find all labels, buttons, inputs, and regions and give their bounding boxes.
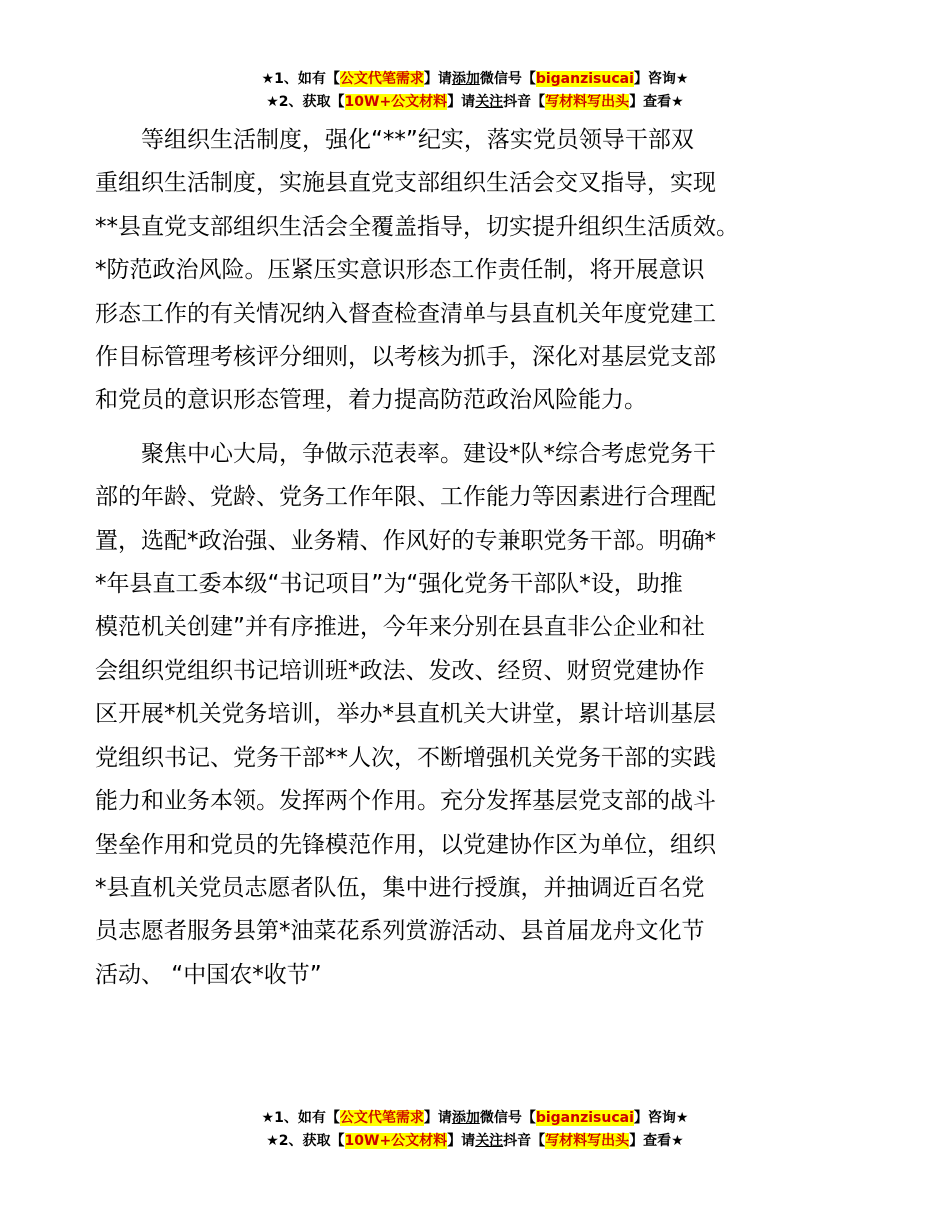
paragraph-2: [95, 433, 813, 997]
banner-highlight-wechat: biganzisucai: [535, 1110, 634, 1126]
banner-text: 微信号【: [479, 1110, 536, 1126]
banner-highlight: 公文代笔需求: [339, 71, 424, 87]
banner-text: 】查看★: [629, 94, 684, 110]
banner-text: 】咨询★: [633, 71, 689, 87]
text-line: 活动、 “中国农*收节”: [95, 961, 322, 988]
header-banner: [0, 68, 950, 114]
banner-line-1: [0, 1107, 950, 1130]
text-line: 堡垒作用和党员的先锋模范作用，以党建协作区为单位，组织: [95, 831, 716, 858]
document-body: [95, 119, 813, 997]
banner-text: 】请: [423, 71, 452, 87]
text-line: 员志愿者服务县第*油菜花系列赏游活动、县首届龙舟文化节: [95, 918, 705, 945]
text-line: *年县直工委本级“书记项目”为“强化党务干部队*设，助推: [95, 571, 683, 598]
text-line: 形态工作的有关情况纳入督查检查清单与县直机关年度党建工: [95, 300, 716, 327]
text-line: 模范机关创建”并有序推进，今年来分别在县直非公企业和社: [95, 614, 705, 641]
footer-banner: [0, 1107, 950, 1153]
text-line: **县直党支部组织生活会全覆盖指导，切实提升组织生活质效。: [95, 213, 739, 240]
banner-text: 】请: [447, 1133, 476, 1149]
banner-highlight-douyin: 写材料写出头: [545, 94, 630, 110]
banner-text: 】请: [423, 1110, 452, 1126]
banner-highlight-wechat: biganzisucai: [535, 71, 634, 87]
text-line: 重组织生活制度，实施县直党支部组织生活会交叉指导，实现: [95, 170, 716, 197]
text-line: 能力和业务本领。发挥两个作用。充分发挥基层党支部的战斗: [95, 788, 716, 815]
banner-text: 抖音【: [503, 94, 546, 110]
banner-highlight: 公文代笔需求: [339, 1110, 424, 1126]
banner-text: ★1、如有【: [261, 1110, 340, 1126]
text-line: 置，选配*政治强、业务精、作风好的专兼职党务干部。明确*: [95, 527, 716, 554]
paragraph-1: [95, 119, 813, 423]
text-line: 党组织书记、党务干部**人次，不断增强机关党务干部的实践: [95, 744, 716, 771]
text-line: 聚焦中心大局，争做示范表率。建设*队*综合考虑党务干: [141, 440, 716, 467]
text-line: 部的年龄、党龄、党务工作年限、工作能力等因素进行合理配: [95, 484, 716, 511]
banner-emphasis: 添加: [451, 71, 480, 87]
banner-highlight: 10W+公文材料: [344, 94, 448, 110]
banner-line-1: [0, 68, 950, 91]
banner-line-2: [0, 91, 950, 114]
banner-highlight: 10W+公文材料: [344, 1133, 448, 1149]
text-line: *防范政治风险。压紧压实意识形态工作责任制，将开展意识: [95, 257, 705, 284]
text-line: 会组织党组织书记培训班*政法、发改、经贸、财贸党建协作: [95, 657, 705, 684]
banner-text: ★2、获取【: [266, 1133, 345, 1149]
banner-text: 】查看★: [629, 1133, 684, 1149]
banner-text: 】请: [447, 94, 476, 110]
banner-text: 】咨询★: [633, 1110, 689, 1126]
banner-highlight-douyin: 写材料写出头: [545, 1133, 630, 1149]
text-line: 作目标管理考核评分细则，以考核为抓手，深化对基层党支部: [95, 344, 716, 371]
banner-line-2: [0, 1130, 950, 1153]
banner-emphasis: 关注: [475, 1133, 504, 1149]
banner-text: ★1、如有【: [261, 71, 340, 87]
text-line: *县直机关党员志愿者队伍，集中进行授旗，并抽调近百名党: [95, 874, 705, 901]
banner-text: 微信号【: [479, 71, 536, 87]
text-line: 和党员的意识形态管理，着力提高防范政治风险能力。: [95, 387, 647, 414]
banner-text: 抖音【: [503, 1133, 546, 1149]
banner-emphasis: 添加: [451, 1110, 480, 1126]
text-line: 等组织生活制度，强化“**”纪实，落实党员领导干部双: [141, 127, 694, 153]
banner-emphasis: 关注: [475, 94, 504, 110]
banner-text: ★2、获取【: [266, 94, 345, 110]
text-line: 区开展*机关党务培训，举办*县直机关大讲堂，累计培训基层: [95, 701, 716, 728]
